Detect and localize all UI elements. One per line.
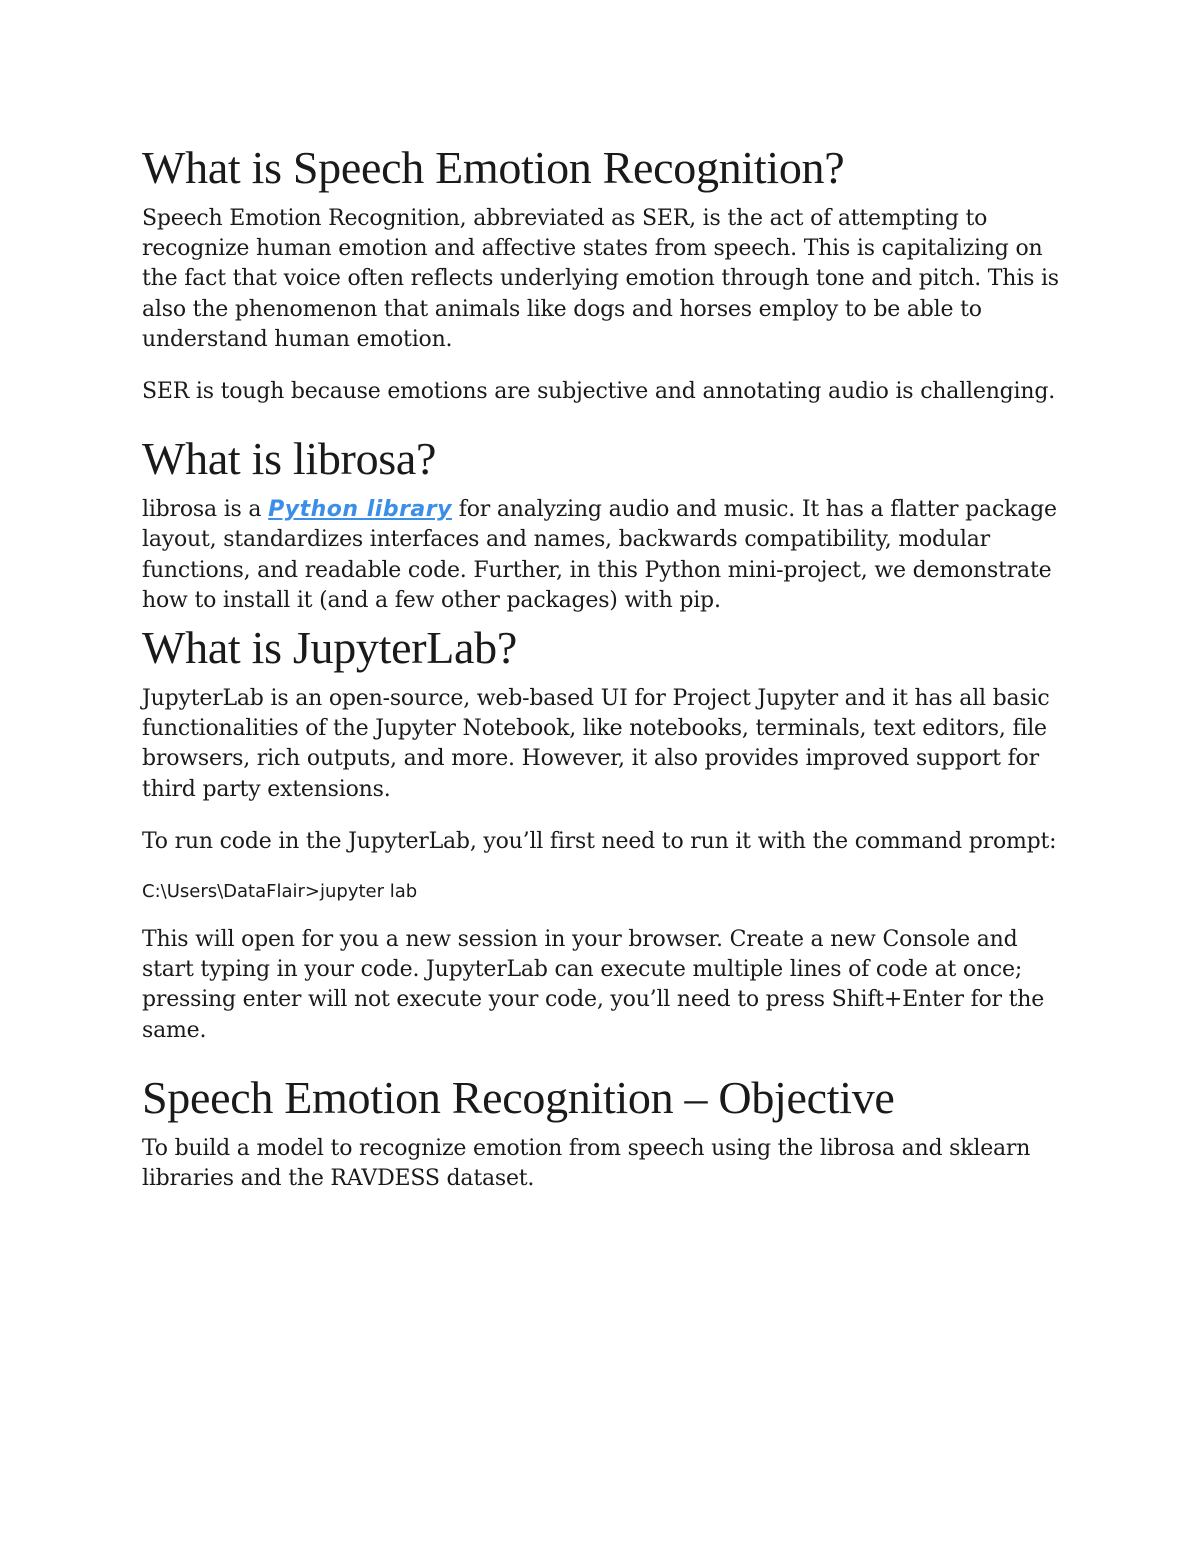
paragraph-new-session: This will open for you a new session in your browser. Create a new Console and start typing in your code. JupyterLab can execute multiple lines of code at once; pressing enter will not execute your code, you’ll need to press Shift+Enter for the same. xyxy=(142,927,1045,1043)
section-ser xyxy=(142,138,1062,407)
section-librosa xyxy=(142,429,1062,616)
paragraph-jupyterlab-description: JupyterLab is an open-source, web-based UI for Project Jupyter and it has all basic functionalities of the Jupyter Notebook, like notebooks, terminals, text editors, file browsers, rich outputs, and more. However, it also provides improved support for third party extensions. xyxy=(142,686,1050,802)
heading-what-is-jupyterlab: What is JupyterLab? xyxy=(142,622,517,674)
python-library-link[interactable]: Python library xyxy=(268,497,452,523)
command-line: C:\Users\DataFlair>jupyter lab xyxy=(142,881,418,903)
librosa-text-after-link: for analyzing audio and music. It has a flatter package layout, standardizes interfaces and names, backwards compatibility, modular functions, and readable code. Further, in this Python mini-project, we demonstrate how to install it (and a few other packages) with pip. xyxy=(142,497,1057,613)
paragraph-objective: To build a model to recognize emotion from speech using the librosa and sklearn libraries and the RAVDESS dataset. xyxy=(142,1135,1031,1192)
paragraph-ser-definition: Speech Emotion Recognition, abbreviated as SER, is the act of attempting to recognize human emotion and affective states from speech. This is capitalizing on the fact that voice often reflects underlying emotion through tone and pitch. This is also the phenomenon that animals like dogs and horses employ to be able to understand human emotion. xyxy=(142,206,1059,352)
section-jupyterlab xyxy=(142,618,1062,1046)
heading-objective: Speech Emotion Recognition – Objective xyxy=(142,1071,895,1123)
paragraph-librosa-description xyxy=(142,495,1062,616)
librosa-text-before-link: librosa is a xyxy=(142,497,269,523)
paragraph-ser-tough: SER is tough because emotions are subjective and annotating audio is challenging. xyxy=(142,379,1056,405)
document-page xyxy=(142,138,1062,1216)
paragraph-run-code: To run code in the JupyterLab, you’ll first need to run it with the command prompt: xyxy=(142,828,1057,854)
section-objective xyxy=(142,1068,1062,1194)
heading-what-is-ser: What is Speech Emotion Recognition? xyxy=(142,142,845,193)
heading-what-is-librosa: What is librosa? xyxy=(142,433,437,485)
